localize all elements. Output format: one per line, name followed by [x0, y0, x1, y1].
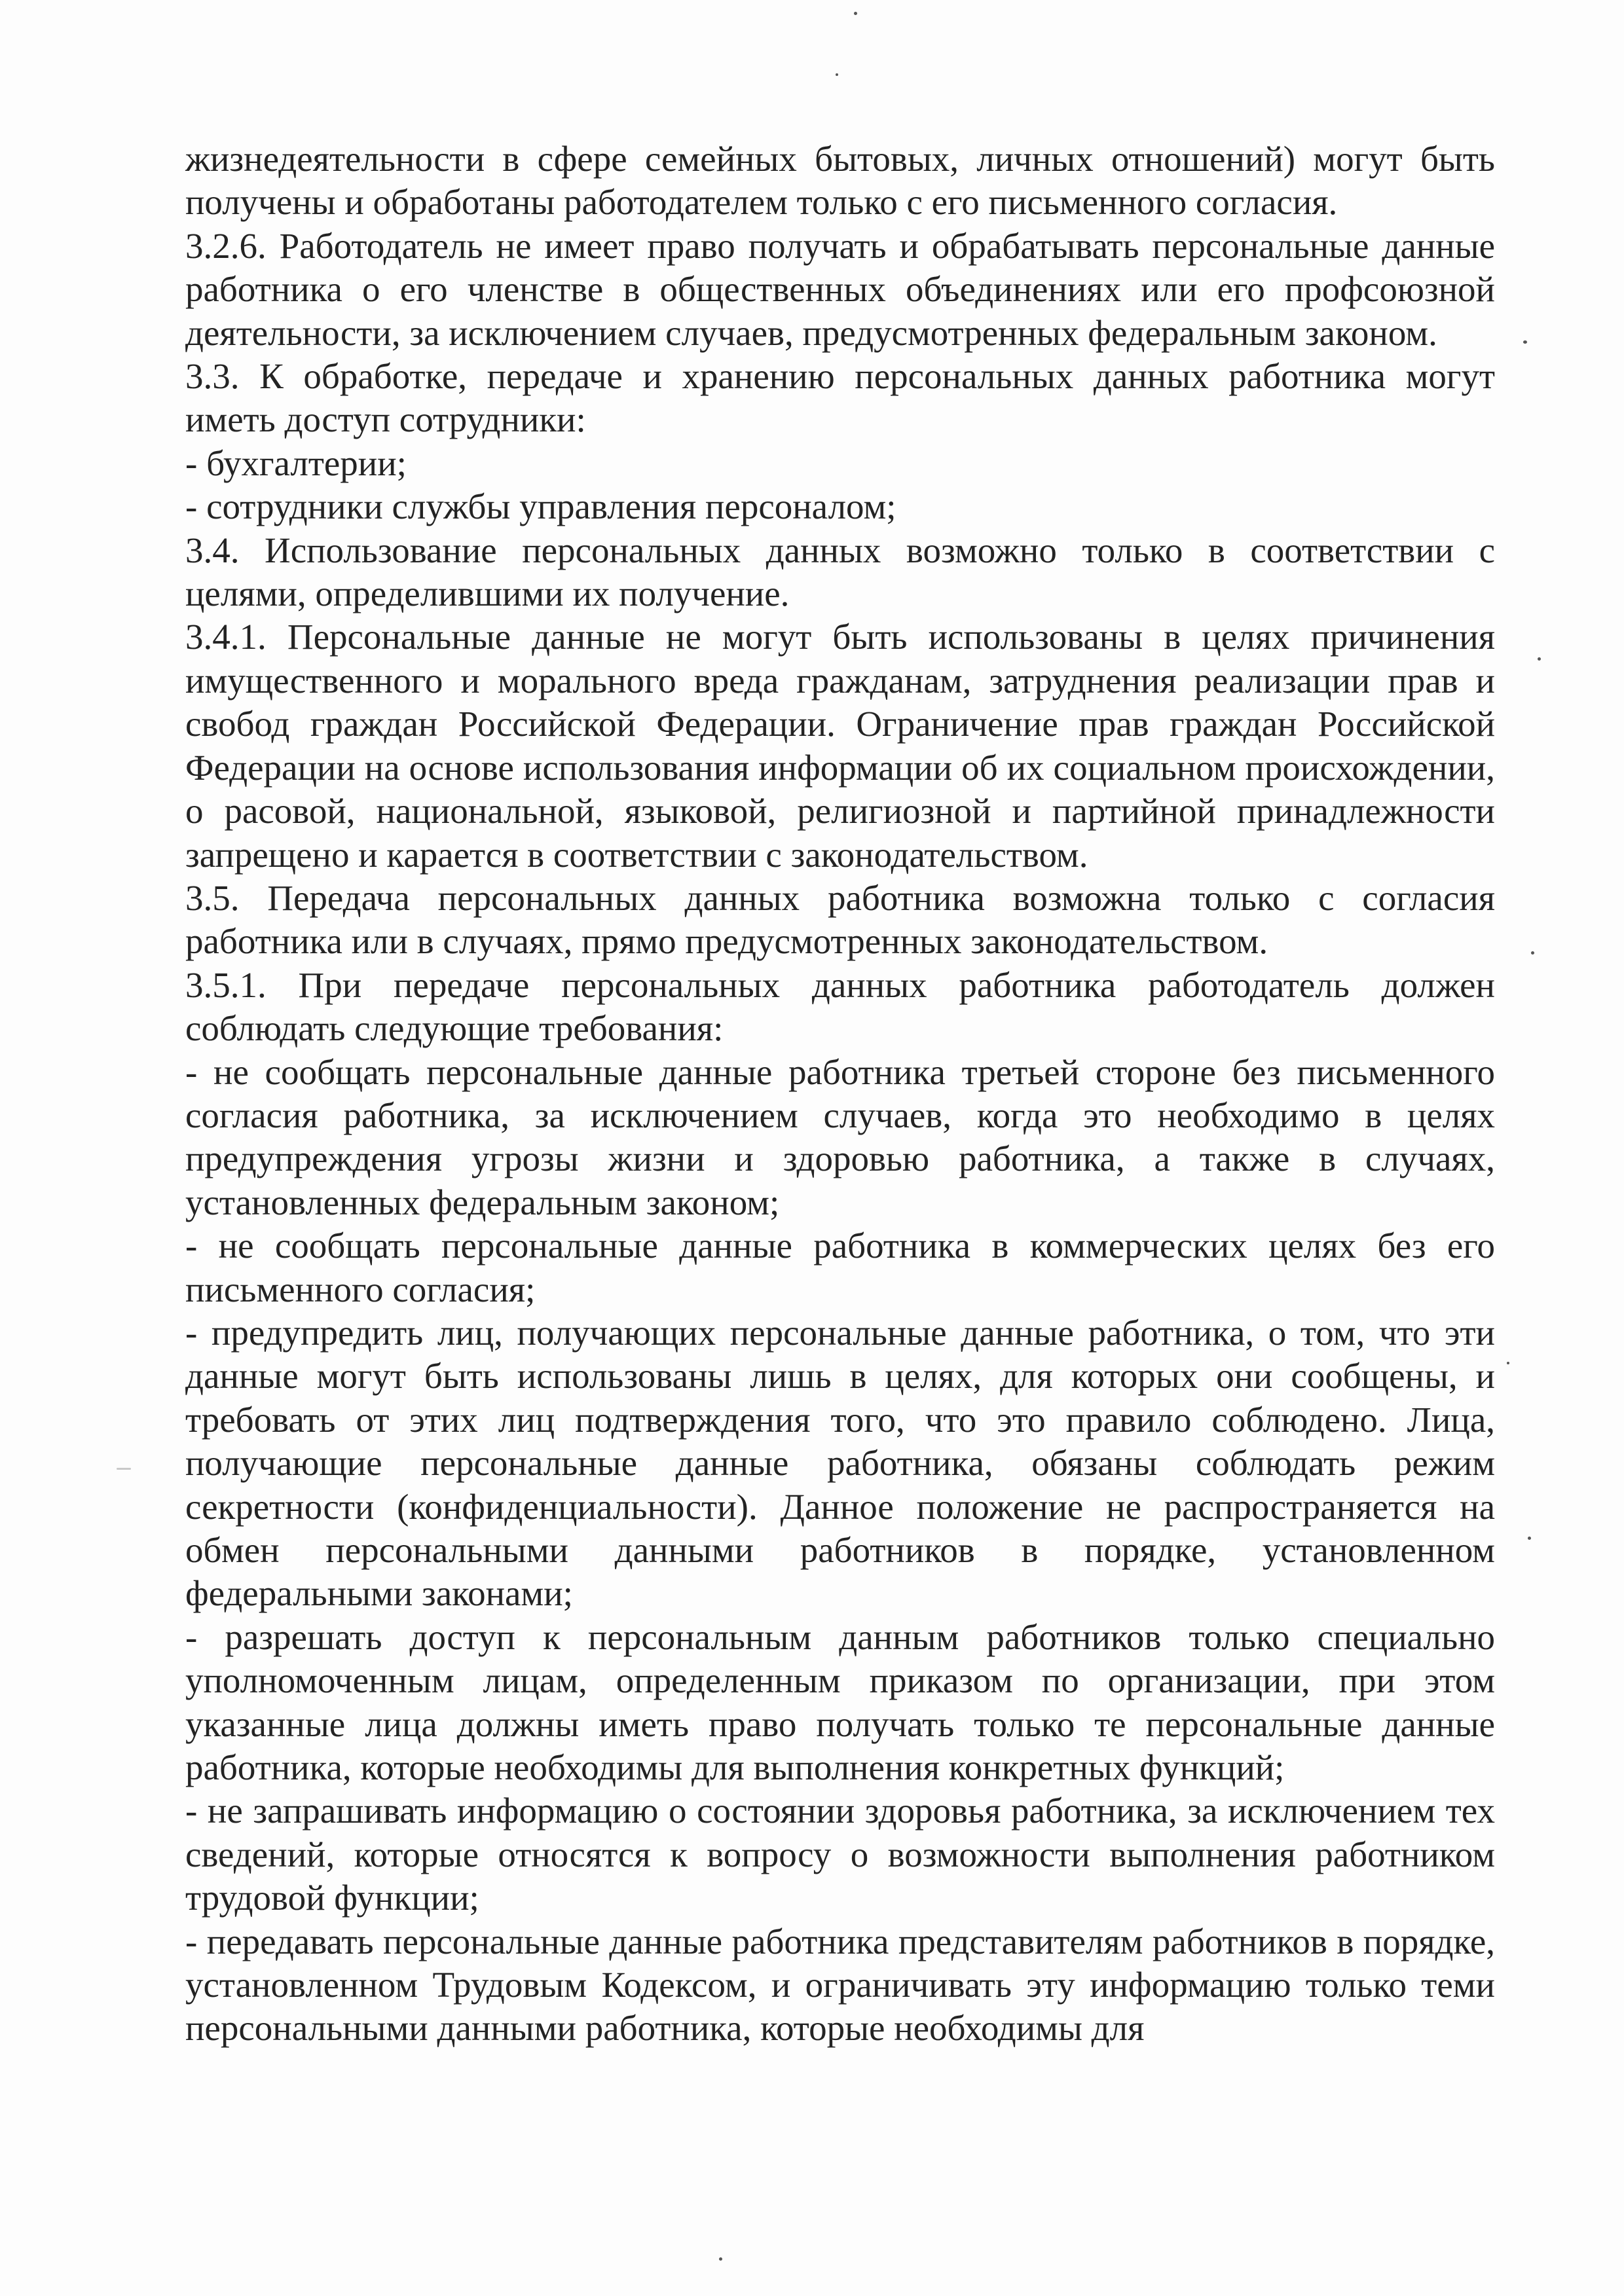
list-item-access: - разрешать доступ к персональным данным работников только специально уполномоченным лицам, определенным приказом по организации, при этом указанные лица должны иметь право получать только те персональные данные работника, которые необходимы для выполнения конкретных функций;	[185, 1616, 1495, 1788]
scan-speck	[1528, 1537, 1531, 1540]
paragraph-3-5: 3.5. Передача персональных данных работника возможна только с согласия работника или в случаях, прямо предусмотренных законодательством.	[185, 877, 1495, 962]
scan-speck	[1531, 951, 1534, 955]
scan-speck	[836, 73, 838, 76]
paragraph-3-4-1: 3.4.1. Персональные данные не могут быть использованы в целях причинения имущественного и морального вреда гражданам, затруднения реализации прав и свобод граждан Российской Федерации. Ограничение прав граждан Российской Федерации на основе использования информации об их социальном происхождении, о расовой, национальной, языковой, религиозной и партийной принадлежности запрещено и карается в соответствии с законодательством.	[185, 617, 1495, 875]
paragraph-3-3: 3.3. К обработке, передаче и хранению персональных данных работника могут иметь доступ сотрудники:	[185, 356, 1495, 440]
scan-speck	[719, 2257, 722, 2261]
scan-speck	[1507, 1362, 1509, 1364]
list-item-commercial: - не сообщать персональные данные работника в коммерческих целях без его письменного согласия;	[185, 1226, 1495, 1309]
paragraph-3-2-6: 3.2.6. Работодатель не имеет право получать и обрабатывать персональные данные работника о его членстве в общественных объединениях или его профсоюзной деятельности, за исключением случаев, предусмотренных федеральным законом.	[185, 225, 1495, 353]
list-item-health: - не запрашивать информацию о состоянии здоровья работника, за исключением тех сведений, которые относятся к вопросу о возможности выполнения работником трудовой функции;	[185, 1791, 1495, 1918]
scan-speck	[1523, 340, 1527, 344]
list-item-hr-staff: - сотрудники службы управления персоналом;	[185, 486, 896, 527]
document-body	[185, 137, 1495, 2050]
paragraph-3-5-1: 3.5.1. При передаче персональных данных работника работодатель должен соблюдать следующие требования:	[185, 964, 1495, 1049]
paragraph-3-4: 3.4. Использование персональных данных возможно только в соответствии с целями, определившими их получение.	[185, 530, 1495, 614]
list-item-warn-recipients: - предупредить лиц, получающих персональные данные работника, о том, что эти данные могут быть использованы лишь в целях, для которых они сообщены, и требовать от этих лиц подтверждения того, что это правило соблюдено. Лица, получающие персональные данные работника, обязаны соблюдать режим секретности (конфиденциальности). Данное положение не распространяется на обмен персональными данными работников в порядке, установленном федеральными законами;	[185, 1312, 1495, 1614]
paragraph-continuation: жизнедеятельности в сфере семейных бытовых, личных отношений) могут быть получены и обработаны работодателем только с его письменного согласия.	[185, 139, 1495, 223]
list-item-third-party: - не сообщать персональные данные работника третьей стороне без письменного согласия работника, за исключением случаев, когда это необходимо в целях предупреждения угрозы жизни и здоровью работника, а также в случаях, установленных федеральным законом;	[185, 1051, 1495, 1222]
scan-speck	[117, 1468, 131, 1470]
list-item-representatives: - передавать персональные данные работника представителям работников в порядке, установленном Трудовым Кодексом, и ограничивать эту информацию только теми персональными данными работника, которые необходимы для	[185, 1921, 1495, 2049]
scan-speck	[1538, 657, 1541, 661]
scan-speck	[854, 12, 857, 15]
list-item-accounting: - бухгалтерии;	[185, 443, 407, 483]
